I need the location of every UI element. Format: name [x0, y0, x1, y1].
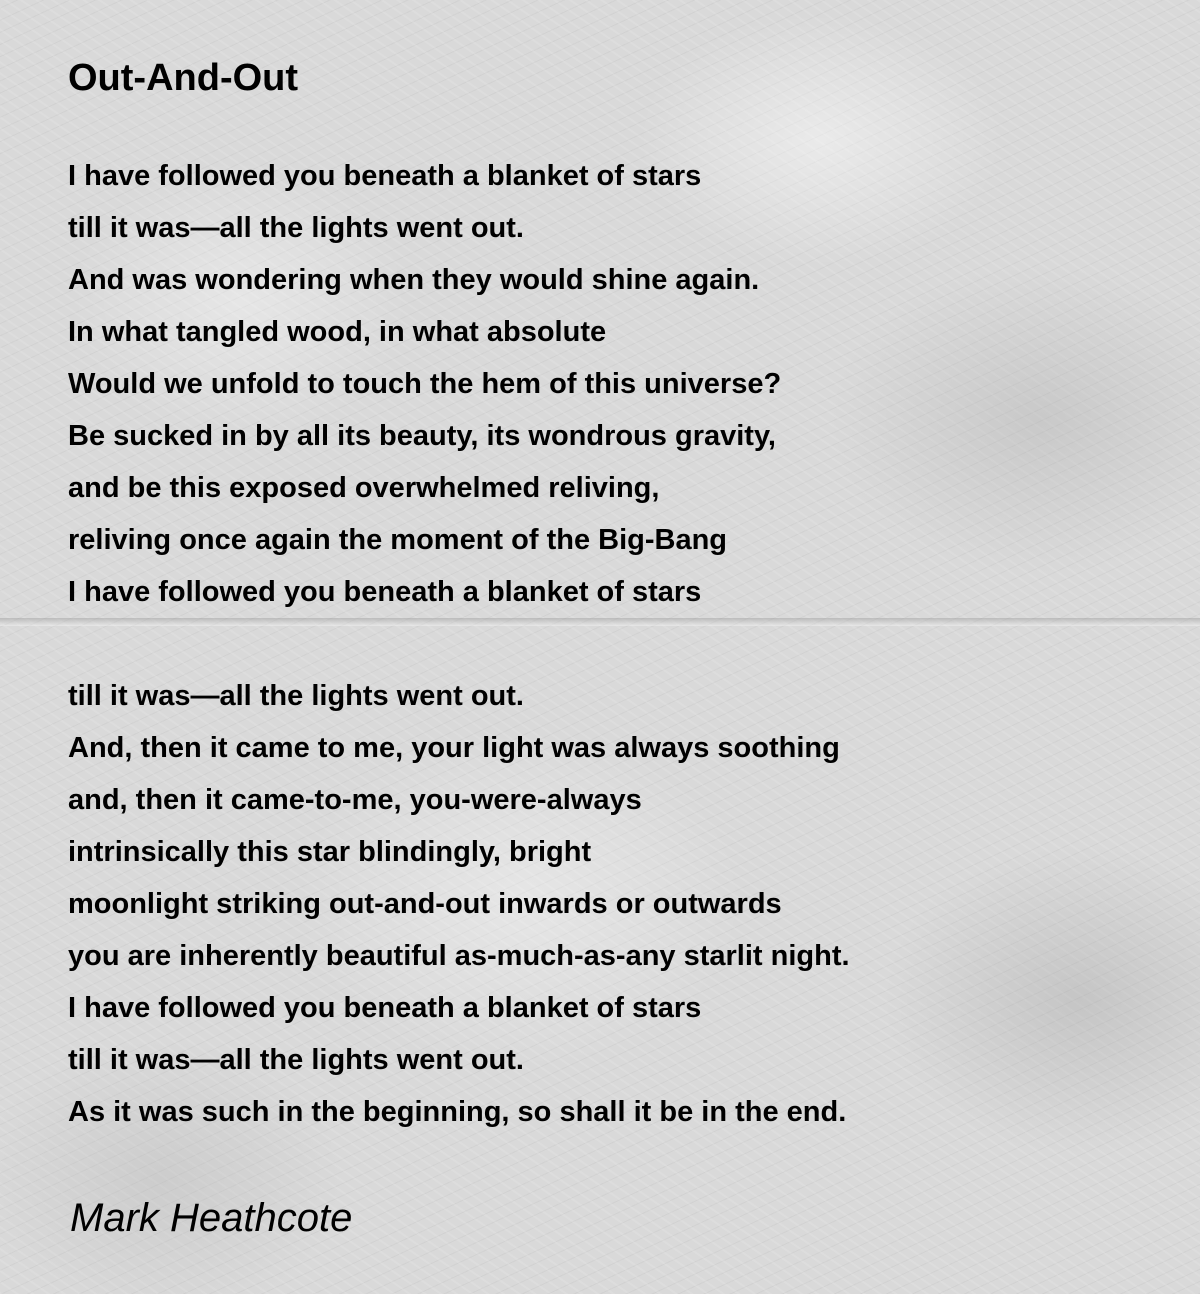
poem-line: I have followed you beneath a blanket of stars: [68, 160, 702, 192]
poem-line: In what tangled wood, in what absolute: [68, 316, 607, 348]
poem-line: moonlight striking out-and-out inwards or outwards: [68, 888, 782, 920]
stanza-2: [68, 670, 850, 1138]
poem-line: As it was such in the beginning, so shall it be in the end.: [68, 1096, 847, 1128]
poem-line: Be sucked in by all its beauty, its wondrous gravity,: [68, 420, 776, 452]
poem-line: Would we unfold to touch the hem of this universe?: [68, 368, 782, 400]
poem-line: and be this exposed overwhelmed reliving,: [68, 472, 660, 504]
poem-line: till it was—all the lights went out.: [68, 680, 524, 712]
stanza-1: [68, 150, 781, 618]
poem-line: And was wondering when they would shine again.: [68, 264, 760, 296]
poem-author: Mark Heathcote: [70, 1196, 353, 1240]
poem-line: till it was—all the lights went out.: [68, 212, 524, 244]
poem-line: I have followed you beneath a blanket of stars: [68, 576, 702, 608]
poem-line: intrinsically this star blindingly, bright: [68, 836, 592, 868]
poem-title: Out-And-Out: [68, 57, 299, 99]
poem-line: reliving once again the moment of the Big-Bang: [68, 524, 727, 556]
background-seam: [0, 618, 1200, 626]
poem-line: and, then it came-to-me, you-were-always: [68, 784, 642, 816]
poem-line: till it was—all the lights went out.: [68, 1044, 524, 1076]
poem-line: you are inherently beautiful as-much-as-any starlit night.: [68, 940, 850, 972]
poem-line: I have followed you beneath a blanket of stars: [68, 992, 702, 1024]
poem-line: And, then it came to me, your light was always soothing: [68, 732, 840, 764]
